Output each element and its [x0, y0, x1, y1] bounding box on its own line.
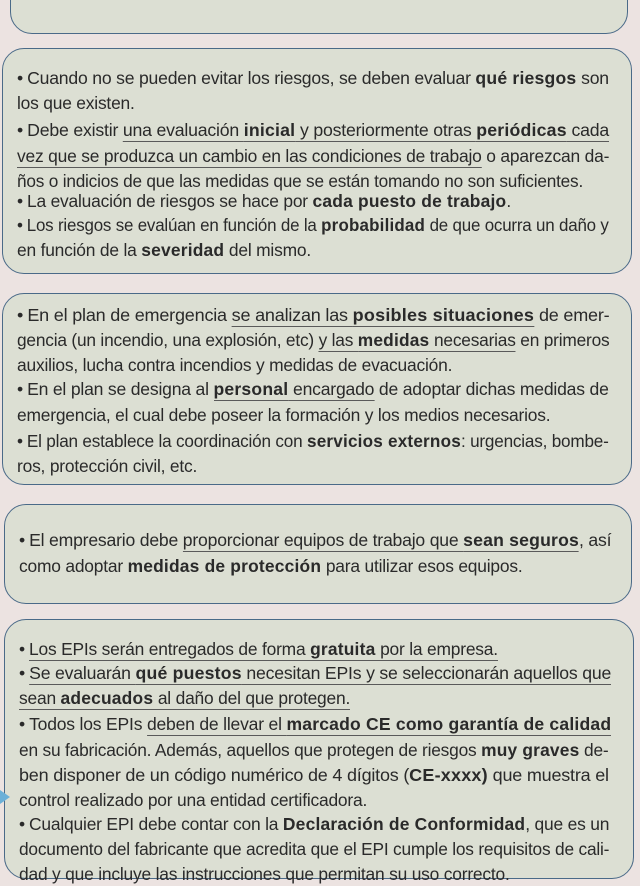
text-span: Los EPIs serán entregados de forma: [29, 639, 311, 659]
text-span: La evaluación de riesgos se hace por: [27, 191, 313, 211]
bullet-item-line: [19, 637, 498, 661]
bold-term: severidad: [141, 240, 225, 260]
text-span: dad y que incluye las instrucciones que permitan su uso correcto.: [19, 864, 510, 884]
text-span: son: [576, 68, 609, 88]
text-span: en función de la: [17, 240, 142, 260]
text-line: [19, 788, 367, 812]
bullet-icon: •: [19, 814, 25, 834]
bullet-item-line: [19, 661, 611, 685]
text-span: ros, protección civil, etc.: [17, 456, 198, 476]
bold-term: inicial: [243, 120, 296, 140]
bold-term: CE-xxxx): [409, 765, 488, 785]
text-line: [19, 738, 609, 762]
text-span: de-: [579, 740, 609, 760]
text-line: [17, 238, 311, 262]
text-span: En el plan se designa al: [27, 379, 214, 399]
text-span: deben de llevar el: [146, 714, 287, 734]
text-line: [17, 403, 550, 427]
bullet-item-line: [19, 528, 611, 552]
text-span: de que ocurra un daño y: [425, 215, 609, 235]
text-line: [17, 353, 452, 377]
bold-term: medidas: [357, 330, 430, 350]
bullet-item-line: [17, 303, 609, 327]
text-span: en primeros: [515, 330, 610, 350]
text-span: o aparezcan da-: [481, 146, 610, 166]
text-span: documento del fabricante que acredita que el EPI cumple los requisitos de cali-: [19, 839, 610, 859]
info-box-epis: [4, 619, 634, 884]
text-line: [17, 328, 609, 352]
text-span: El plan establece la coordinación con: [26, 431, 307, 451]
text-span: Cualquier EPI debe contar con la: [29, 814, 283, 834]
bullet-icon: •: [19, 530, 25, 550]
bullet-item-line: [17, 429, 609, 453]
bold-term: Declaración de Conformidad: [282, 814, 526, 834]
text-span: auxilios, lucha contra incendios y medidas de evacuación.: [17, 355, 453, 375]
text-span: Se evaluarán: [29, 663, 136, 683]
bold-term: adecuados: [60, 688, 154, 708]
text-span: Todos los EPIs: [29, 714, 147, 734]
text-span: necesarias: [429, 330, 516, 350]
text-span: Los riesgos se evalúan en función de la: [26, 215, 322, 235]
text-span: ben disponer de un código numérico de 4 dígitos (: [19, 765, 410, 785]
text-line: [19, 837, 609, 861]
text-span: gencia (un incendio, una explosión, etc): [17, 330, 319, 350]
bullet-item-line: [17, 66, 609, 90]
text-span: .: [506, 191, 511, 211]
info-box-work-equipment: [4, 504, 632, 604]
bullet-icon: •: [19, 639, 25, 659]
bold-term: marcado CE como garantía de calidad: [286, 714, 612, 734]
text-line: [17, 91, 135, 115]
bold-term: gratuita: [310, 639, 376, 659]
text-line: [19, 862, 510, 886]
bullet-icon: •: [17, 379, 23, 399]
text-line: [19, 686, 350, 710]
bold-term: cada puesto de trabajo: [312, 191, 507, 211]
text-span: control realizado por una entidad certificadora.: [19, 790, 368, 810]
text-span: Debe existir: [27, 120, 123, 140]
bullet-icon: •: [17, 431, 23, 451]
bullet-item-line: [19, 812, 609, 836]
text-span: cada: [566, 120, 610, 140]
info-box-prevention: [10, 0, 628, 34]
text-span: se analizan las: [231, 305, 353, 325]
text-span: vez que se produzca un cambio en las condiciones de trabajo: [17, 146, 482, 166]
text-span: de emer-: [534, 305, 610, 325]
bold-term: servicios externos: [306, 431, 461, 451]
bullet-icon: •: [19, 663, 25, 683]
bold-term: sean seguros: [463, 530, 580, 550]
text-span: de adoptar dichas medidas de: [374, 379, 609, 399]
text-span: por la empresa.: [375, 639, 498, 659]
bold-term: posibles situaciones: [352, 305, 535, 325]
bullet-item-line: [19, 712, 611, 736]
text-span: y las: [318, 330, 358, 350]
bullet-icon: •: [17, 305, 24, 325]
bullet-item-line: [17, 213, 609, 237]
bullet-item-line: [17, 189, 511, 213]
info-box-risk-evaluation: [2, 48, 632, 274]
bold-term: periódicas: [476, 120, 567, 140]
text-line: [19, 554, 522, 578]
text-span: y posteriormente otras: [295, 120, 477, 140]
text-span: del mismo.: [224, 240, 311, 260]
bold-term: personal: [213, 379, 289, 399]
text-span: En el plan de emergencia: [27, 305, 232, 325]
bullet-icon: •: [17, 68, 23, 88]
text-span: Cuando no se pueden evitar los riesgos, se deben evaluar: [27, 68, 476, 88]
text-line: [17, 144, 609, 168]
bold-term: qué puestos: [135, 663, 242, 683]
bullet-item-line: [17, 377, 609, 401]
text-span: en su fabricación. Además, aquellos que protegen de riesgos: [19, 740, 482, 760]
text-span: al daño del que protegen.: [153, 688, 351, 708]
text-span: encargado: [288, 379, 375, 399]
bold-term: medidas de protección: [127, 556, 322, 576]
text-span: , así: [579, 530, 612, 550]
bold-term: probabilidad: [321, 215, 426, 235]
text-span: : urgencias, bombe-: [460, 431, 609, 451]
bold-term: qué riesgos: [475, 68, 577, 88]
text-span: para utilizar esos equipos.: [321, 556, 523, 576]
bold-term: muy graves: [481, 740, 580, 760]
text-span: proporcionar equipos de trabajo que: [182, 530, 464, 550]
text-line: [17, 454, 197, 478]
text-span: necesitan EPIs y se seleccionarán aquellos que: [241, 663, 612, 683]
text-line: [19, 763, 609, 787]
bullet-icon: •: [17, 191, 23, 211]
bullet-item-line: [17, 118, 609, 142]
text-span: ños o indicios de que las medidas que se están tomando no son suficientes.: [17, 171, 584, 191]
text-span: sean: [19, 688, 61, 708]
info-box-emergency-plan: [2, 293, 632, 485]
text-span: como adoptar: [19, 556, 128, 576]
text-span: que muestra el: [487, 765, 609, 785]
bullet-icon: •: [17, 215, 23, 235]
text-span: El empresario debe: [29, 530, 183, 550]
text-span: , que es un: [525, 814, 610, 834]
bullet-icon: •: [17, 120, 23, 140]
text-span: los que existen.: [17, 93, 135, 113]
bullet-icon: •: [19, 714, 25, 734]
text-span: una evaluación: [122, 120, 244, 140]
text-span: emergencia, el cual debe poseer la formación y los medios necesarios.: [17, 405, 551, 425]
